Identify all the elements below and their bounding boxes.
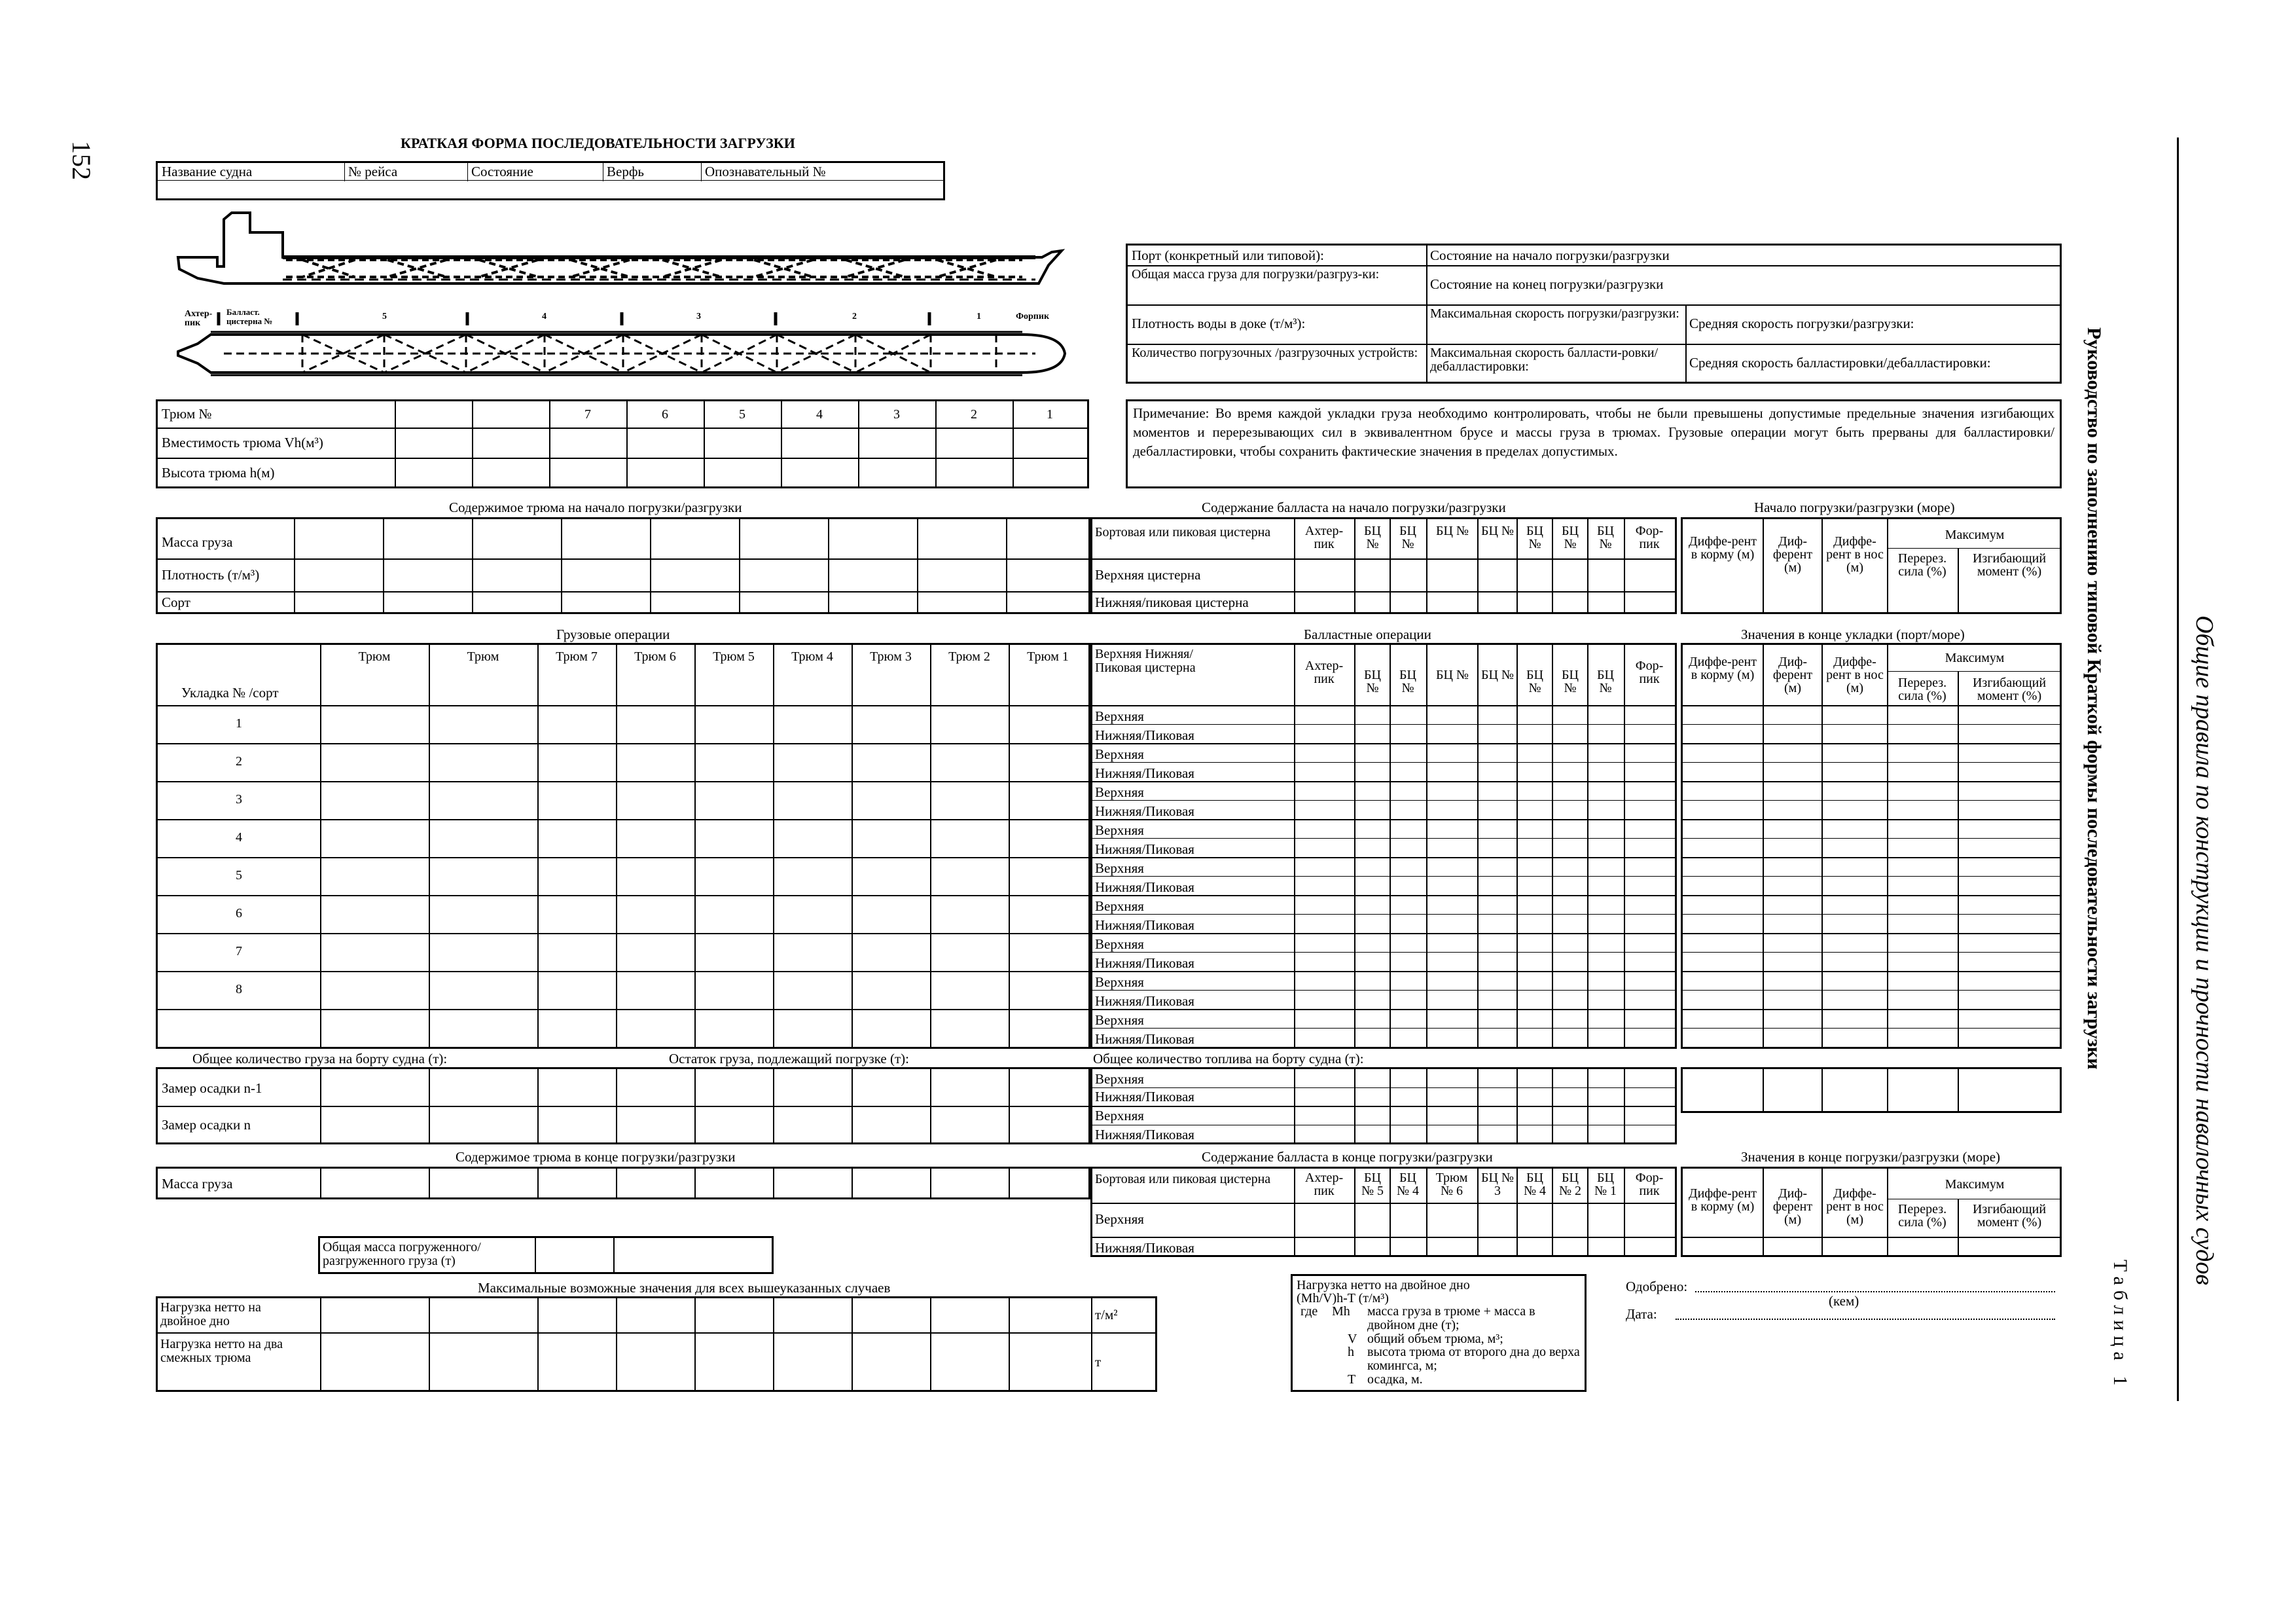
max-table bbox=[156, 1296, 1157, 1392]
legend-title: Нагрузка нетто на двойное дно bbox=[1297, 1278, 1470, 1292]
ops-lower: Нижняя/Пиковая bbox=[1095, 803, 1194, 819]
col-hold-b: Трюм bbox=[467, 649, 499, 664]
start-hold-table bbox=[156, 517, 1090, 614]
hold-no-3: 3 bbox=[893, 407, 900, 422]
page-number: 152 bbox=[67, 141, 96, 180]
max-title: Максимальные возможные значения для всех вышеуказанных случаев bbox=[478, 1280, 891, 1296]
start-trim-bow: Диффе-рент в нос (м) bbox=[1826, 534, 1884, 575]
end-moment: Изгибающий момент (%) bbox=[1972, 1202, 2047, 1230]
hold-no-6: 6 bbox=[662, 407, 668, 422]
hold-3-label: 3 bbox=[696, 312, 701, 321]
legend-desc-t: осадка, м. bbox=[1367, 1372, 1423, 1387]
date-line bbox=[1676, 1319, 2055, 1320]
start-trim-title: Начало погрузки/разгрузки (море) bbox=[1754, 500, 1955, 515]
ballast-ops-title: Балластные операции bbox=[1304, 627, 1431, 642]
end-bc-2-col: БЦ № 2 bbox=[1558, 1171, 1582, 1198]
ops-upper: Верхняя bbox=[1095, 860, 1144, 876]
start-bc-col: БЦ № bbox=[1562, 524, 1579, 551]
cargo-ops-table bbox=[156, 643, 1090, 1049]
total-cargo-label: Общее количество груза на борту судна (т): bbox=[192, 1051, 448, 1067]
ops-lower: Нижняя/Пиковая bbox=[1095, 765, 1194, 781]
ops-bc-col: БЦ № bbox=[1597, 668, 1614, 695]
hold-no-2: 2 bbox=[971, 407, 977, 422]
draft-trim-table bbox=[1681, 1067, 2062, 1113]
step-moment: Изгибающий момент (%) bbox=[1972, 676, 2047, 703]
start-bc-col: БЦ № bbox=[1435, 524, 1469, 538]
total-fuel-label: Общее количество топлива на борту судна (т): bbox=[1093, 1051, 1364, 1067]
end-trim-table bbox=[1681, 1167, 2062, 1257]
ops-fore-peak-col: Фор-пик bbox=[1635, 659, 1664, 686]
end-ballast-title: Содержание балласта в конце погрузки/разгрузки bbox=[1202, 1149, 1493, 1165]
end-bc-4b-col: БЦ № 4 bbox=[1523, 1171, 1547, 1198]
end-bc-1-col: БЦ № 1 bbox=[1594, 1171, 1617, 1198]
legend-where: где bbox=[1300, 1304, 1318, 1319]
hold-1-label: 1 bbox=[977, 312, 981, 321]
ops-aft-peak-col: Ахтер-пик bbox=[1304, 659, 1344, 686]
note-text: Примечание: Во время каждой укладки груза необходимо контролировать, чтобы не были превышены допустимые предельные значения изгибающих моментов и перерезывающих сил в эквивалентном брусе и массы груза в трюмах. Грузовые операции могут быть прерваны для балластировки/дебалластировки, чтобы сохранить фактические значения в пределах допустимых. bbox=[1133, 405, 2054, 459]
step-trim-table bbox=[1681, 643, 2062, 1049]
svg-text:пик: пик bbox=[185, 318, 201, 328]
draft-upper: Верхняя bbox=[1095, 1071, 1144, 1087]
cargo-ops-title: Грузовые операции bbox=[556, 627, 670, 642]
start-bc-col: БЦ № bbox=[1364, 524, 1381, 551]
ops-lower: Нижняя/Пиковая bbox=[1095, 955, 1194, 971]
start-aft-peak-col: Ахтер-пик bbox=[1304, 524, 1344, 551]
legend-box bbox=[1291, 1274, 1587, 1392]
step-label: Укладка № /сорт bbox=[181, 685, 279, 701]
draft-lower: Нижняя/Пиковая bbox=[1095, 1127, 1194, 1142]
step-8: 8 bbox=[236, 982, 242, 996]
step-trim-aft: Диффе-рент в корму (м) bbox=[1688, 655, 1757, 682]
ops-upper: Верхняя bbox=[1095, 822, 1144, 838]
right-rule bbox=[2177, 137, 2179, 1401]
start-bc-col: БЦ № bbox=[1481, 524, 1515, 538]
ops-bc-col: БЦ № bbox=[1562, 668, 1579, 695]
port-info-table bbox=[1126, 244, 2062, 384]
col-hold-a: Трюм bbox=[358, 649, 391, 664]
end-aft-peak-col: Ахтер-пик bbox=[1304, 1171, 1344, 1198]
ops-lower: Нижняя/Пиковая bbox=[1095, 1031, 1194, 1047]
port-label: Порт (конкретный или типовой): bbox=[1132, 247, 1324, 263]
remaining-cargo-label: Остаток груза, подлежащий погрузке (т): bbox=[669, 1051, 909, 1067]
end-side-tank-label: Бортовая или пиковая цистерна bbox=[1095, 1172, 1271, 1186]
col-hold-3: Трюм 3 bbox=[870, 649, 912, 664]
ops-lower: Нижняя/Пиковая bbox=[1095, 727, 1194, 743]
ops-upper: Верхняя bbox=[1095, 784, 1144, 800]
end-hold-table bbox=[156, 1167, 1090, 1199]
ops-lower: Нижняя/Пиковая bbox=[1095, 879, 1194, 895]
end-lower-label: Нижняя/Пиковая bbox=[1095, 1240, 1194, 1256]
draft-table bbox=[156, 1067, 1090, 1144]
end-bc-5-col: БЦ № 5 bbox=[1361, 1171, 1384, 1198]
ops-upper: Верхняя bbox=[1095, 746, 1144, 762]
start-trim: Диф-ферент (м) bbox=[1772, 534, 1813, 575]
ship-info-table bbox=[156, 161, 945, 200]
ship-diagram bbox=[171, 206, 1075, 390]
start-ballast-table bbox=[1090, 517, 1677, 614]
net-load-double-bottom: Нагрузка нетто на двойное дно bbox=[160, 1300, 261, 1328]
svg-text:цистерна №: цистерна № bbox=[226, 316, 273, 326]
start-lower-tank-label: Нижняя/пиковая цистерна bbox=[1095, 594, 1249, 610]
start-bc-col: БЦ № bbox=[1597, 524, 1614, 551]
start-side-tank-label: Бортовая или пиковая цистерна bbox=[1095, 525, 1271, 539]
max-loading-rate-label: Максимальная скорость погрузки/разгрузки: bbox=[1430, 306, 1679, 321]
start-bc-col: БЦ № bbox=[1399, 524, 1416, 551]
col-hold-2: Трюм 2 bbox=[948, 649, 990, 664]
hold-table bbox=[156, 399, 1089, 488]
hold-height-label: Высота трюма h(м) bbox=[162, 465, 275, 481]
approved-label: Одобрено: bbox=[1626, 1279, 1688, 1294]
hold-no-7: 7 bbox=[584, 407, 591, 422]
ballast-ops-table bbox=[1090, 643, 1677, 1049]
ops-bc-col: БЦ № bbox=[1526, 668, 1543, 695]
hold-no-4: 4 bbox=[816, 407, 823, 422]
ship-name-label: Название судна bbox=[162, 164, 253, 179]
table-label: Таблица 1 bbox=[2109, 1260, 2131, 1391]
end-shear: Перерез. сила (%) bbox=[1897, 1202, 1947, 1230]
legend-symbol-v: V bbox=[1348, 1332, 1357, 1346]
condition-label: Состояние bbox=[471, 164, 533, 179]
net-load-two-holds: Нагрузка нетто на два смежных трюма bbox=[160, 1337, 283, 1365]
running-head: Общие правила по конструкции и прочности навалочных судов bbox=[2191, 615, 2218, 1285]
step-7: 7 bbox=[236, 944, 242, 958]
end-ballast-table bbox=[1090, 1167, 1677, 1257]
start-fore-peak-col: Фор-пик bbox=[1635, 524, 1664, 551]
step-shear: Перерез. сила (%) bbox=[1897, 676, 1947, 703]
end-upper-label: Верхняя bbox=[1095, 1211, 1144, 1227]
form-title: КРАТКАЯ ФОРМА ПОСЛЕДОВАТЕЛЬНОСТИ ЗАГРУЗКИ bbox=[401, 135, 795, 151]
approved-line bbox=[1695, 1291, 2055, 1292]
water-density-label: Плотность воды в доке (т/м³): bbox=[1132, 316, 1306, 331]
col-hold-7: Трюм 7 bbox=[556, 649, 598, 664]
step-max: Максимум bbox=[1945, 651, 2005, 665]
hold-5-label: 5 bbox=[382, 312, 387, 321]
start-hold-title: Содержимое трюма на начало погрузки/разгрузки bbox=[449, 500, 742, 515]
date-label: Дата: bbox=[1626, 1306, 1657, 1322]
total-mass-table bbox=[318, 1236, 774, 1274]
step-4: 4 bbox=[236, 830, 242, 845]
step-2: 2 bbox=[236, 754, 242, 769]
total-cargo-mass-label: Общая масса груза для погрузки/разгруз-ки: bbox=[1132, 267, 1380, 282]
draft-ballast-table bbox=[1090, 1067, 1677, 1144]
draft-n1-label: Замер осадки n-1 bbox=[162, 1080, 262, 1096]
total-mass-label: Общая масса погруженного/ разгруженного груза (т) bbox=[323, 1240, 481, 1268]
step-trim: Диф-ферент (м) bbox=[1772, 655, 1813, 695]
ops-upper: Верхняя bbox=[1095, 898, 1144, 914]
start-trim-aft: Диффе-рент в корму (м) bbox=[1688, 534, 1757, 562]
start-density-label: Плотность (т/м³) bbox=[162, 567, 260, 583]
ops-upper: Верхняя bbox=[1095, 974, 1144, 990]
start-upper-tank-label: Верхняя цистерна bbox=[1095, 567, 1201, 583]
id-number-label: Опознавательный № bbox=[705, 164, 826, 179]
col-hold-5: Трюм 5 bbox=[713, 649, 755, 664]
legend-symbol-mh: Mh bbox=[1332, 1304, 1350, 1319]
ops-bc-col: БЦ № bbox=[1399, 668, 1416, 695]
step-6: 6 bbox=[236, 906, 242, 921]
legend-desc-h: высота трюма от второго дна до верха комингса, м; bbox=[1367, 1345, 1580, 1373]
start-shear: Перерез. сила (%) bbox=[1897, 551, 1947, 579]
legend-symbol-t: T bbox=[1348, 1372, 1356, 1387]
legend-desc-mh: масса груза в трюме + масса в двойном дне (т); bbox=[1367, 1304, 1535, 1332]
start-cargo-mass-label: Масса груза bbox=[162, 534, 233, 550]
max-ballast-rate-label: Максимальная скорость балласти-ровки/дебалластировки: bbox=[1430, 346, 1659, 374]
start-trim-table bbox=[1681, 517, 2062, 614]
shipyard-label: Верфь bbox=[607, 164, 645, 179]
ops-lower: Нижняя/Пиковая bbox=[1095, 993, 1194, 1009]
legend-formula: (Mh/V)h-T (т/м³) bbox=[1297, 1291, 1389, 1305]
step-1: 1 bbox=[236, 716, 242, 731]
end-trim: Диф-ферент (м) bbox=[1772, 1186, 1813, 1227]
step-5: 5 bbox=[236, 868, 242, 883]
aft-peak-label: Ахтер- bbox=[185, 309, 213, 319]
ops-lower: Нижняя/Пиковая bbox=[1095, 841, 1194, 857]
end-max: Максимум bbox=[1945, 1177, 2005, 1192]
ops-tank-header: Верхняя Нижняя/Пиковая цистерна bbox=[1095, 647, 1196, 675]
end-trim-title: Значения в конце погрузки/разгрузки (море) bbox=[1741, 1149, 2001, 1165]
draft-lower: Нижняя/Пиковая bbox=[1095, 1089, 1194, 1104]
legend-desc-v: общий объем трюма, м³; bbox=[1367, 1332, 1503, 1346]
end-hold-title: Содержимое трюма в конце погрузки/разгрузки bbox=[456, 1149, 736, 1165]
col-hold-4: Трюм 4 bbox=[791, 649, 833, 664]
ops-upper: Верхняя bbox=[1095, 1012, 1144, 1028]
fore-peak-label: Форпик bbox=[1016, 312, 1050, 321]
start-bc-col: БЦ № bbox=[1526, 524, 1543, 551]
hold-no-1: 1 bbox=[1047, 407, 1053, 422]
end-cargo-mass-label: Масса груза bbox=[162, 1176, 233, 1192]
step-3: 3 bbox=[236, 792, 242, 807]
hold-2-label: 2 bbox=[852, 312, 857, 321]
ops-lower: Нижняя/Пиковая bbox=[1095, 917, 1194, 933]
note-box bbox=[1126, 399, 2062, 488]
end-fore-peak-col: Фор-пик bbox=[1635, 1171, 1664, 1198]
start-condition-label: Состояние на начало погрузки/разгрузки bbox=[1430, 247, 1670, 263]
ship-profile-view bbox=[178, 213, 1062, 283]
col-hold-6: Трюм 6 bbox=[634, 649, 676, 664]
start-ballast-title: Содержание балласта на начало погрузки/разгрузки bbox=[1202, 500, 1506, 515]
loading-devices-label: Количество погрузочных /разгрузочных устройств: bbox=[1132, 346, 1418, 360]
end-hold-6-col: Трюм № 6 bbox=[1435, 1171, 1468, 1198]
draft-upper: Верхняя bbox=[1095, 1108, 1144, 1123]
col-hold-1: Трюм 1 bbox=[1027, 649, 1069, 664]
start-moment: Изгибающий момент (%) bbox=[1972, 551, 2047, 579]
start-max: Максимум bbox=[1945, 528, 2005, 542]
hold-capacity-label: Вместимость трюма Vh(м³) bbox=[162, 435, 323, 450]
ops-bc-col: БЦ № bbox=[1435, 668, 1469, 682]
end-condition-label: Состояние на конец погрузки/разгрузки bbox=[1430, 276, 1664, 292]
step-trim-bow: Диффе-рент в нос (м) bbox=[1826, 655, 1884, 695]
unit-t: т bbox=[1095, 1354, 1102, 1370]
hold-4-label: 4 bbox=[542, 312, 547, 321]
ops-bc-col: БЦ № bbox=[1481, 668, 1515, 682]
hold-no-5: 5 bbox=[739, 407, 745, 422]
ops-upper: Верхняя bbox=[1095, 708, 1144, 724]
legend-symbol-h: h bbox=[1348, 1345, 1354, 1359]
draft-n-label: Замер осадки n bbox=[162, 1117, 251, 1133]
ops-upper: Верхняя bbox=[1095, 936, 1144, 952]
hold-number-label: Трюм № bbox=[162, 406, 212, 422]
end-trim-bow: Диффе-рент в нос (м) bbox=[1826, 1186, 1884, 1227]
by-whom-label: (кем) bbox=[1829, 1293, 1859, 1309]
side-title: Руководство по заполнению типовой Краткой формы последовательности загрузки bbox=[2083, 327, 2105, 1070]
ops-bc-col: БЦ № bbox=[1364, 668, 1381, 695]
end-bc-4-col: БЦ № 4 bbox=[1396, 1171, 1420, 1198]
end-trim-aft: Диффе-рент в корму (м) bbox=[1688, 1186, 1757, 1214]
step-trim-title: Значения в конце укладки (порт/море) bbox=[1741, 627, 1965, 642]
avg-ballast-rate-label: Средняя скорость балластировки/дебалластировки: bbox=[1689, 355, 1991, 371]
start-grade-label: Сорт bbox=[162, 594, 190, 610]
ballast-tank-label: Балласт. bbox=[226, 307, 260, 317]
voyage-label: № рейса bbox=[348, 164, 398, 179]
unit-t-per-m2: т/м² bbox=[1095, 1307, 1118, 1322]
avg-loading-rate-label: Средняя скорость погрузки/разгрузки: bbox=[1689, 316, 1914, 331]
end-bc-3-col: БЦ № 3 bbox=[1481, 1171, 1515, 1198]
